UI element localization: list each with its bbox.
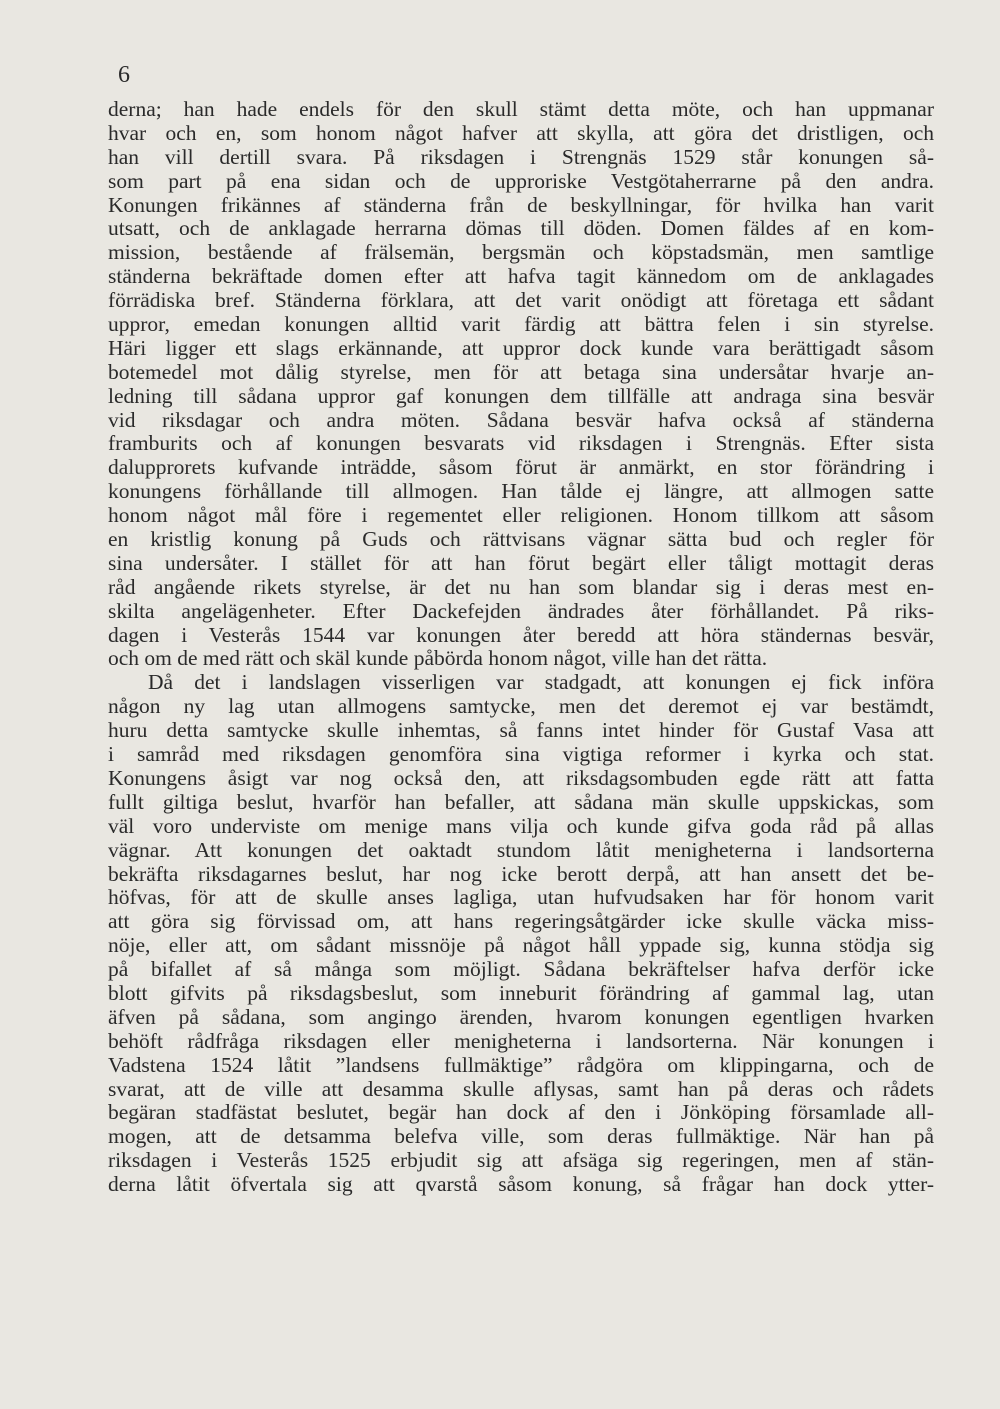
text-line: vägnar. Att konungen det oaktadt stundom låtit menigheterna i landsorterna: [108, 837, 934, 862]
text-line: förrädiska bref. Ständerna förklara, att det varit onödigt att företaga ett sådant: [108, 288, 934, 313]
text-line: skilta angelägenheter. Efter Dackefejden ändrades åter förhållandet. På riks-: [108, 598, 934, 623]
text-line: nöje, eller att, om sådant missnöje på något håll yppade sig, kunna stödja sig: [108, 933, 934, 958]
text-line: någon ny lag utan allmogens samtycke, men det deremot ej var bestämdt,: [108, 694, 934, 719]
text-line: botemedel mot dålig styrelse, men för att betaga sina undersåtar hvarje an-: [108, 359, 934, 384]
text-line: sina undersåter. I stället för att han förut begärt eller tåligt mottagit deras: [108, 550, 934, 575]
text-line: begäran stadfästat beslutet, begär han dock af den i Jönköping församlade all-: [108, 1100, 934, 1125]
text-line: råd angående rikets styrelse, är det nu han som blandar sig i deras mest en-: [108, 574, 934, 599]
text-line: dagen i Vesterås 1544 var konungen åter beredd att höra ständernas besvär,: [108, 622, 934, 647]
text-line: derna låtit öfvertala sig att qvarstå såsom konung, så frågar han dock ytter-: [108, 1172, 934, 1197]
text-line: blott gifvits på riksdagsbeslut, som inneburit förändring af gammal lag, utan: [108, 980, 934, 1005]
text-line: vid riksdagar och andra möten. Sådana besvär hafva också af ständerna: [108, 407, 934, 432]
text-line: uppror, emedan konungen alltid varit färdig att bättra felen i sin styrelse.: [108, 312, 934, 337]
text-line: Konungen frikännes af ständerna från de beskyllningar, för hvilka han varit: [108, 192, 934, 217]
text-line: riksdagen i Vesterås 1525 erbjudit sig att afsäga sig regeringen, men af stän-: [108, 1148, 934, 1173]
text-line: Häri ligger ett slags erkännande, att uppror dock kunde vara berättigadt såsom: [108, 335, 934, 360]
text-line: Då det i landslagen visserligen var stadgadt, att konungen ej fick införa: [148, 670, 934, 695]
text-line: behöft rådfråga riksdagen eller menigheterna i landsorterna. När konungen i: [108, 1028, 934, 1053]
text-line: huru detta samtycke skulle inhemtas, så fanns intet hinder för Gustaf Vasa att: [108, 718, 934, 743]
text-line: Vadstena 1524 låtit ”landsens fullmäktige” rådgöra om klippingarna, och de: [108, 1052, 934, 1077]
text-line: i samråd med riksdagen genomföra sina vigtiga reformer i kyrka och stat.: [108, 742, 934, 767]
text-line: och om de med rätt och skäl kunde påbörda honom något, ville han det rätta.: [108, 646, 768, 671]
text-line: utsatt, och de anklagade herrarna dömas till döden. Domen fäldes af en kom-: [108, 216, 934, 241]
text-line: honom något mål före i regementet eller religionen. Honom tillkom att såsom: [108, 503, 934, 528]
text-line: derna; han hade endels för den skull stämt detta möte, och han uppmanar: [108, 97, 934, 121]
text-line: mission, bestående af frälsemän, bergsmän och köpstadsmän, men samtlige: [108, 240, 934, 265]
text-line: väl voro underviste om menige mans vilja och kunde gifva goda råd på allas: [108, 813, 934, 838]
text-line: äfven på sådana, som angingo ärenden, hvarom konungen egentligen hvarken: [108, 1004, 934, 1029]
text-line: en kristlig konung på Guds och rättvisans vägnar sätta bud och regler för: [108, 527, 934, 552]
body-text: [108, 98, 934, 1197]
text-line: fullt giltiga beslut, hvarför han befaller, att sådana män skulle uppskickas, som: [108, 789, 934, 814]
text-line: konungens förhållande till allmogen. Han tålde ej längre, att allmogen satte: [108, 479, 934, 504]
text-line: hvar och en, som honom något hafver att skylla, att göra det dristligen, och: [108, 120, 934, 145]
text-line: dalupprorets kufvande inträdde, såsom förut är anmärkt, en stor förändring i: [108, 455, 934, 480]
text-line: han vill dertill svara. På riksdagen i Strengnäs 1529 står konungen så-: [108, 144, 934, 169]
text-line: höfvas, för att de skulle anses lagliga, utan hufvudsaken har för honom varit: [108, 885, 934, 910]
text-line: ständerna bekräftade domen efter att hafva tagit kännedom om de anklagades: [108, 264, 934, 289]
text-line: på bifallet af så många som möjligt. Sådana bekräftelser hafva derför icke: [108, 957, 934, 982]
text-line: svarat, att de ville att desamma skulle aflysas, samt han på deras och rådets: [108, 1076, 934, 1101]
text-line: att göra sig förvissad om, att hans regeringsåtgärder icke skulle väcka miss-: [108, 909, 934, 934]
text-line: bekräfta riksdagarnes beslut, har nog icke berott derpå, att han ansett det be-: [108, 861, 934, 886]
text-line: ledning till sådana uppror gaf konungen dem tillfälle att andraga sina besvär: [108, 383, 934, 408]
text-line: framburits och af konungen besvarats vid riksdagen i Strengnäs. Efter sista: [108, 431, 934, 456]
text-line: som part på ena sidan och de upproriske Vestgötaherrarne på den andra.: [108, 168, 934, 193]
page-number: 6: [118, 62, 130, 88]
text-line: mogen, att de detsamma belefva ville, som deras fullmäktige. När han på: [108, 1124, 934, 1149]
text-line: Konungens åsigt var nog också den, att riksdagsombuden egde rätt att fatta: [108, 765, 934, 790]
